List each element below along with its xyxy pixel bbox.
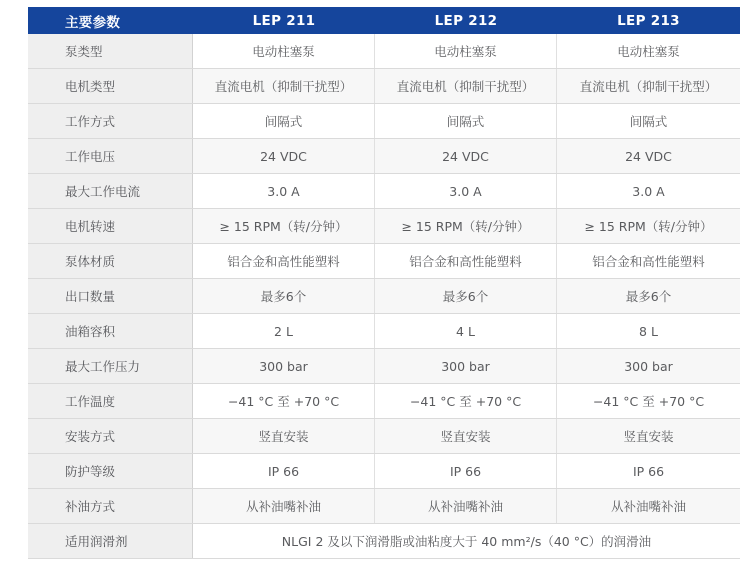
spec-value: 电动柱塞泵: [375, 34, 557, 68]
row-label: 补油方式: [28, 489, 193, 523]
spec-value: 300 bar: [557, 349, 740, 383]
spec-value: ≥ 15 RPM（转/分钟）: [375, 209, 557, 243]
spec-value: 24 VDC: [193, 139, 375, 173]
spec-value: 4 L: [375, 314, 557, 348]
spec-value: 直流电机（抑制干扰型）: [375, 69, 557, 103]
table-row-max-pressure: [28, 349, 740, 384]
spec-value: 直流电机（抑制干扰型）: [193, 69, 375, 103]
spec-value: 最多6个: [557, 279, 740, 313]
row-label: 工作电压: [28, 139, 193, 173]
spec-value: 直流电机（抑制干扰型）: [557, 69, 740, 103]
spec-value: −41 °C 至 +70 °C: [375, 384, 557, 418]
row-label: 适用润滑剂: [28, 524, 193, 558]
column-header-lep212: LEP 212: [434, 12, 498, 29]
table-row-voltage: [28, 139, 740, 174]
spec-value: 3.0 A: [193, 174, 375, 208]
column-header-lep213: LEP 213: [617, 12, 680, 29]
spec-value: 间隔式: [375, 104, 557, 138]
spec-value: 间隔式: [629, 114, 668, 129]
spec-value: ≥ 15 RPM（转/分钟）: [557, 209, 740, 243]
spec-value: 8 L: [639, 323, 658, 339]
spec-table: [28, 7, 740, 559]
row-label: 油箱容积: [28, 314, 193, 348]
spec-value: ≥ 15 RPM（转/分钟）: [193, 209, 375, 243]
row-label: 电机类型: [28, 69, 193, 103]
table-row-outlet-count: [28, 279, 740, 314]
spec-value: 铝合金和高性能塑料: [375, 244, 557, 278]
spec-value: IP 66: [375, 454, 557, 488]
spec-value: 3.0 A: [632, 183, 665, 199]
row-label: 最大工作压力: [28, 349, 193, 383]
column-header-lep211: LEP 211: [252, 12, 316, 29]
table-row-mounting: [28, 419, 740, 454]
spec-value: 从补油嘴补油: [193, 489, 375, 523]
table-row-body-material: [28, 244, 740, 279]
row-label: 电机转速: [28, 209, 193, 243]
table-row-motor-speed: [28, 209, 740, 244]
spec-value: 最多6个: [193, 279, 375, 313]
lubricant-note: NLGI 2 及以下润滑脂或油粘度大于 40 mm²/s（40 °C）的润滑油: [281, 534, 652, 549]
spec-value: 24 VDC: [557, 139, 740, 173]
spec-value: 竖直安装: [557, 419, 740, 453]
table-row-protection-rating: [28, 454, 740, 489]
spec-value: 铝合金和高性能塑料: [193, 244, 375, 278]
table-row-pump-type: [28, 34, 740, 69]
table-row-tank-capacity: [28, 314, 740, 349]
header-param-label: 主要参数: [65, 14, 121, 31]
spec-value: −41 °C 至 +70 °C: [592, 394, 705, 409]
row-label: 防护等级: [28, 454, 193, 488]
table-header-row: [28, 7, 740, 34]
spec-value: 电动柱塞泵: [617, 44, 680, 59]
row-label: 工作温度: [28, 384, 193, 418]
spec-value: IP 66: [193, 454, 375, 488]
row-label: 安装方式: [28, 419, 193, 453]
table-row-applicable-lubricant: [28, 524, 740, 559]
spec-value: 2 L: [193, 314, 375, 348]
table-row-refill-method: [28, 489, 740, 524]
spec-value: 铝合金和高性能塑料: [592, 254, 705, 269]
row-label: 出口数量: [28, 279, 193, 313]
table-row-operation-mode: [28, 104, 740, 139]
spec-value: 300 bar: [375, 349, 557, 383]
spec-value: 最多6个: [375, 279, 557, 313]
row-label: 最大工作电流: [28, 174, 193, 208]
spec-value: 从补油嘴补油: [557, 489, 740, 523]
table-row-max-current: [28, 174, 740, 209]
spec-value: −41 °C 至 +70 °C: [193, 384, 375, 418]
row-label: 泵体材质: [28, 244, 193, 278]
spec-value: 竖直安装: [193, 419, 375, 453]
spec-value: 300 bar: [193, 349, 375, 383]
row-label: 工作方式: [28, 104, 193, 138]
table-row-motor-type: [28, 69, 740, 104]
spec-value: 3.0 A: [375, 174, 557, 208]
spec-value: IP 66: [632, 463, 665, 479]
spec-value: 电动柱塞泵: [193, 34, 375, 68]
spec-value: 24 VDC: [375, 139, 557, 173]
spec-value: 竖直安装: [375, 419, 557, 453]
spec-value: 间隔式: [193, 104, 375, 138]
row-label: 泵类型: [28, 34, 193, 68]
spec-value: 从补油嘴补油: [375, 489, 557, 523]
table-row-operating-temp: [28, 384, 740, 419]
